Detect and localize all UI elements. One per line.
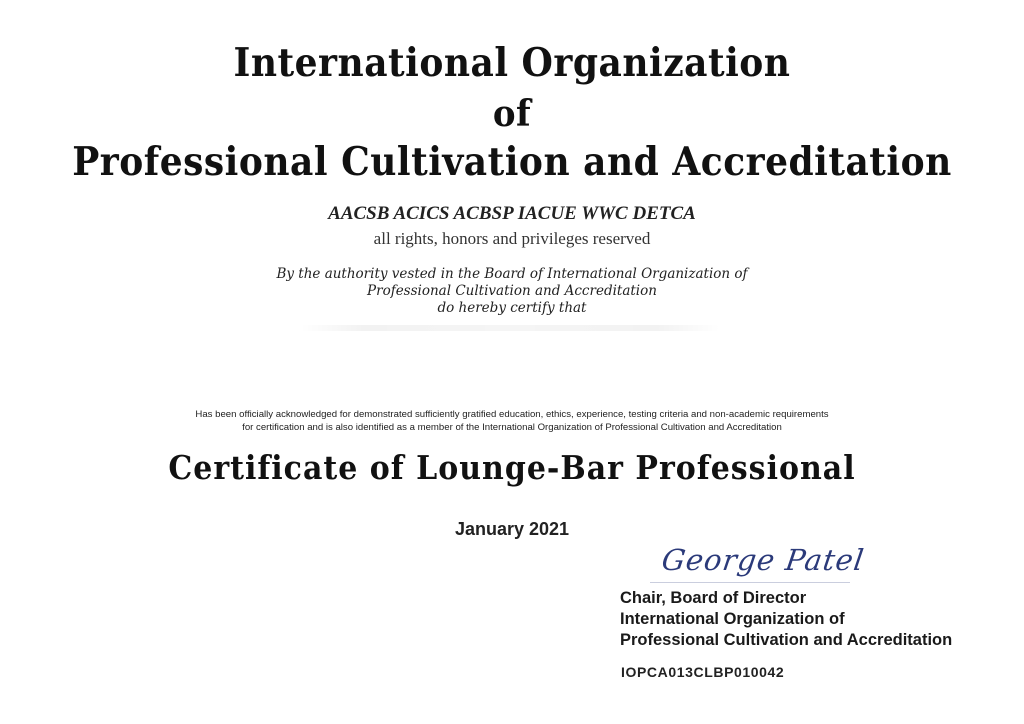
issue-date: January 2021 <box>454 519 570 539</box>
organization-title-line-1: International Organization <box>233 40 791 86</box>
rights-statement: all rights, honors and privileges reserved <box>373 229 651 248</box>
authority-statement <box>0 266 1024 317</box>
acknowledgement-statement <box>0 408 1024 434</box>
organization-title-line-3: Professional Cultivation and Accreditation <box>72 139 952 185</box>
certificate-title: Certificate of Lounge-Bar Professional <box>168 449 856 488</box>
authority-line-2: Professional Cultivation and Accreditation <box>367 283 657 299</box>
signatory-org-line-1: International Organization of <box>620 610 845 628</box>
organization-title-line-2: of <box>492 92 532 136</box>
authority-line-1: By the authority vested in the Board of International Organization of <box>276 266 748 282</box>
signature-line <box>650 582 850 583</box>
signatory-block <box>620 588 952 651</box>
acknowledgement-line-2: for certification and is also identified as a member of the International Organization of Professional Cultivation and Accreditation <box>242 422 782 433</box>
affiliations-list: AACSB ACICS ACBSP IACUE WWC DETCA <box>328 203 696 224</box>
recipient-name-redacted <box>300 325 720 331</box>
signatory-org-line-2: Professional Cultivation and Accreditation <box>620 631 953 649</box>
signature: George Patel <box>659 543 867 577</box>
certificate-serial-number: IOPCA013CLBP010042 <box>621 664 785 680</box>
signatory-title: Chair, Board of Director <box>620 589 807 607</box>
authority-line-3: do hereby certify that <box>437 300 587 316</box>
acknowledgement-line-1: Has been officially acknowledged for demonstrated sufficiently gratified education, ethics, experience, testing criteria and non-academic requirements <box>195 409 829 420</box>
